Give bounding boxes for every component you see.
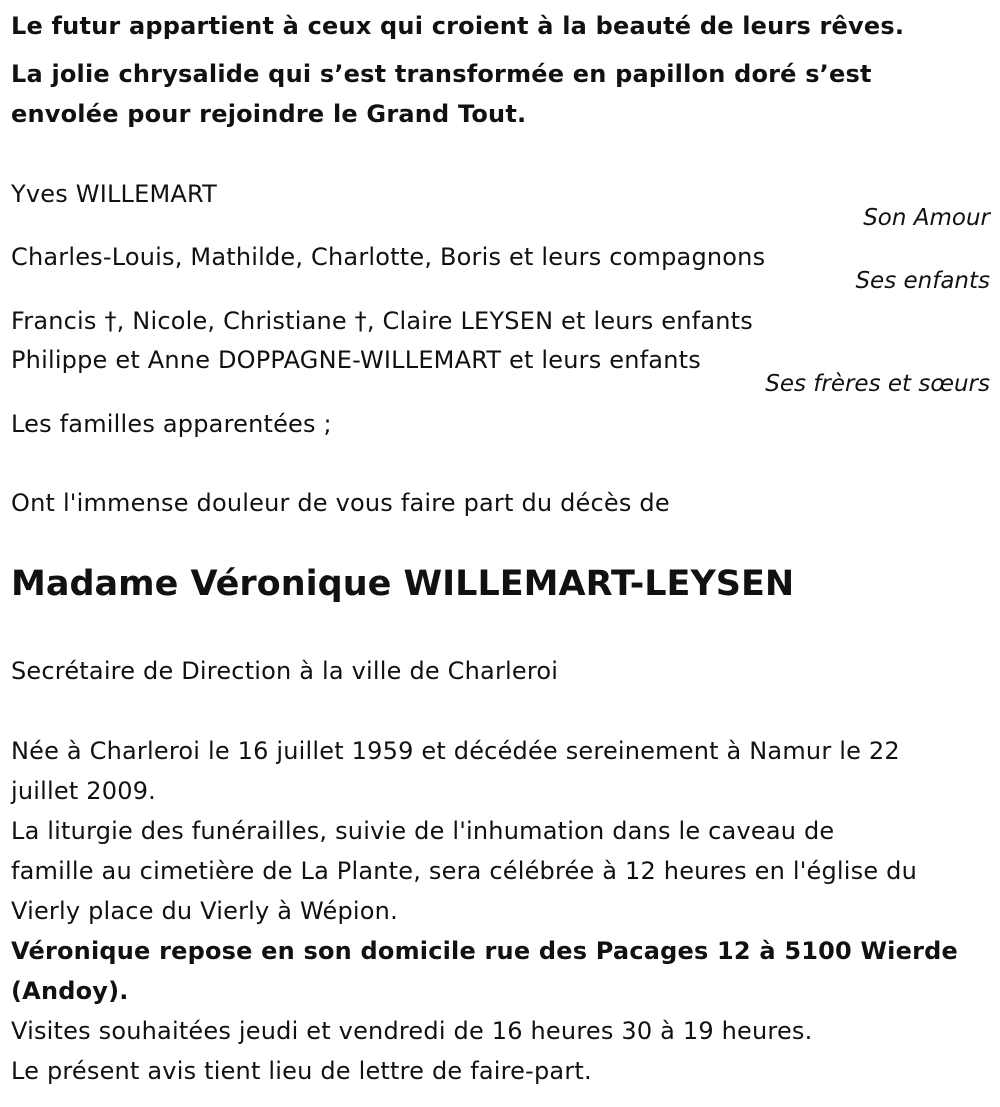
intro-text-line: La jolie chrysalide qui s’est transformée en papillon doré s’est [11,60,872,88]
deceased-name: Madame Véronique WILLEMART-LEYSEN [11,564,795,604]
liturgy-line: famille au cimetière de La Plante, sera célébrée à 12 heures en l'église du [11,857,917,885]
visits-line: Visites souhaitées jeudi et vendredi de 16 heures 30 à 19 heures. [11,1017,813,1045]
spouse-role: Son Amour [863,205,990,231]
siblings-line: Francis †, Nicole, Christiane †, Claire LEYSEN et leurs enfants [11,307,753,335]
liturgy-line: Vierly place du Vierly à Wépion. [11,897,398,925]
birth-death-line: juillet 2009. [11,777,156,805]
related-families: Les familles apparentées ; [11,410,332,438]
liturgy-line: La liturgie des funérailles, suivie de l'inhumation dans le caveau de [11,817,835,845]
announcement-text: Ont l'immense douleur de vous faire part du décès de [11,489,670,517]
intro-text-line: envolée pour rejoindre le Grand Tout. [11,100,527,128]
notice-line: Le présent avis tient lieu de lettre de faire-part. [11,1057,592,1085]
siblings-line: Philippe et Anne DOPPAGNE-WILLEMART et leurs enfants [11,346,701,374]
intro-quote-line: Le futur appartient à ceux qui croient à la beauté de leurs rêves. [11,12,905,40]
rest-location-line: (Andoy). [11,977,129,1005]
children-role: Ses enfants [855,268,990,294]
siblings-role: Ses frères et sœurs [765,371,990,397]
spouse-name: Yves WILLEMART [11,180,217,208]
children-names: Charles-Louis, Mathilde, Charlotte, Boris et leurs compagnons [11,243,766,271]
rest-location-line: Véronique repose en son domicile rue des Pacages 12 à 5100 Wierde [11,937,958,965]
occupation: Secrétaire de Direction à la ville de Charleroi [11,657,559,685]
birth-death-line: Née à Charleroi le 16 juillet 1959 et décédée sereinement à Namur le 22 [11,737,900,765]
